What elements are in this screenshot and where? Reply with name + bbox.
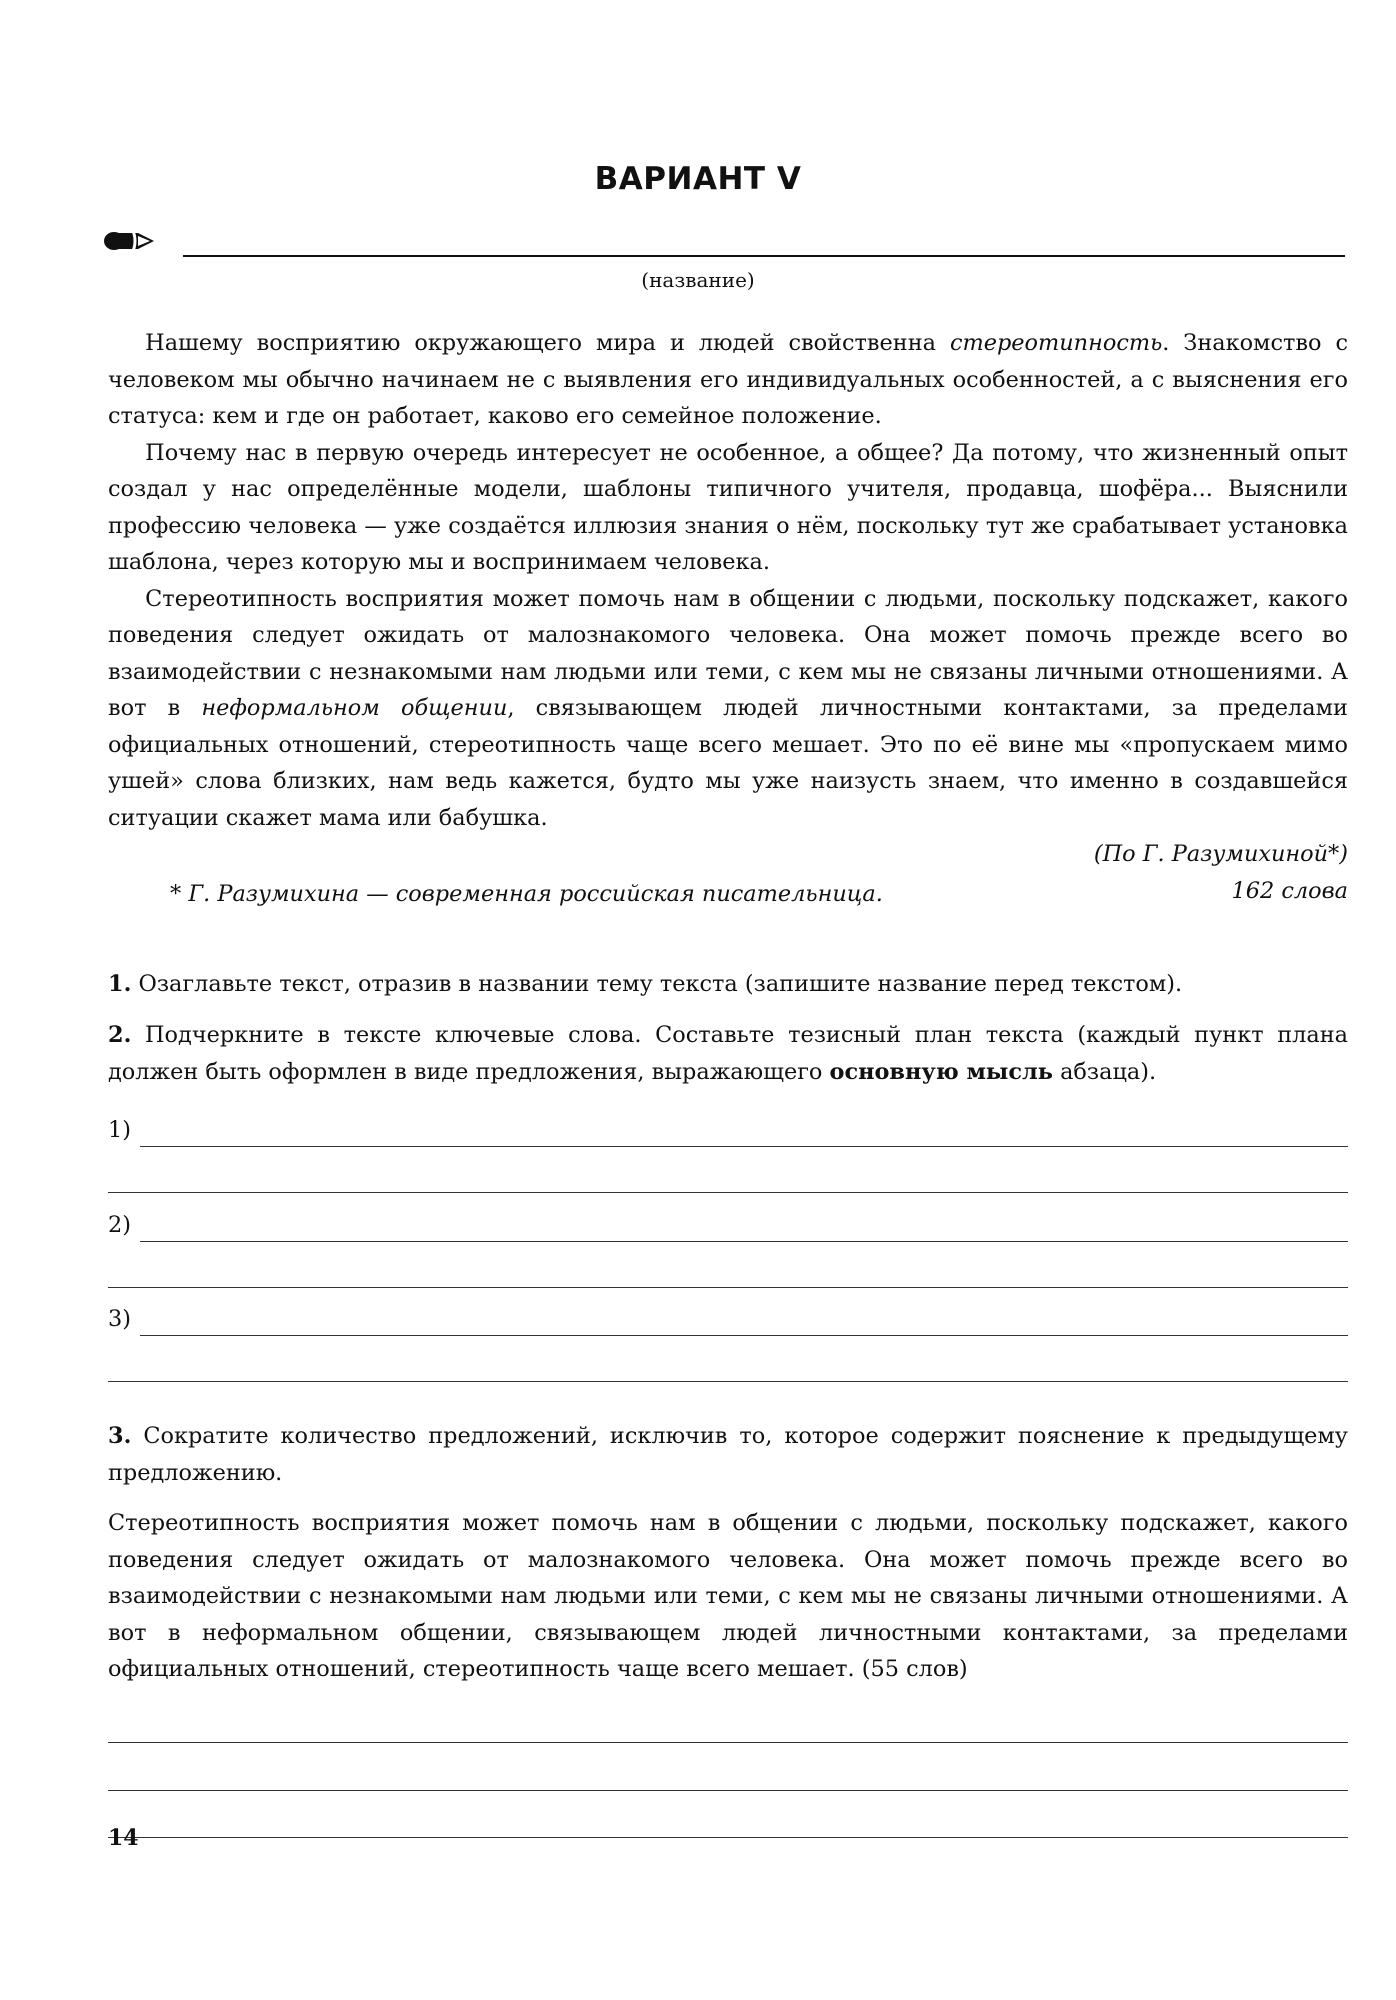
italic-term: неформальном общении	[201, 695, 508, 721]
main-text	[108, 325, 1348, 909]
answer-line[interactable]	[108, 1192, 1348, 1193]
excerpt-text: Стереотипность восприятия может помочь нам в общении с людьми, поскольку подскажет, какого поведения следует ожидать от малознакомого человека. Она может помочь прежде всего во взаимодействии с незнакомыми нам людьми или теми, с кем мы не связаны личными отношениями. А вот в неформальном общении, связывающем людей личностными контактами, за пределами официальных отношений, стереотипность чаще всего мешает. (55 слов)	[108, 1510, 1348, 1682]
plan-item-3[interactable]: 3)	[108, 1306, 1348, 1336]
author-attribution: (По Г. Разумихиной*)	[1093, 841, 1348, 867]
answer-line[interactable]	[140, 1146, 1348, 1147]
answer-line[interactable]	[108, 1837, 1348, 1838]
paragraph-2: Почему нас в первую очередь интересует не особенное, а общее? Да потому, что жизненный опыт создал у нас определённые модели, шаблоны типичного учителя, продавца, шофёра... Выяснили профессию человека — уже создаётся иллюзия знания о нём, поскольку тут же срабатывает установка шаблона, через которую мы и воспринимаем человека.	[108, 439, 1348, 575]
pen-icon	[102, 226, 162, 254]
answer-line[interactable]	[140, 1335, 1348, 1336]
answer-line[interactable]	[140, 1241, 1348, 1242]
answer-line[interactable]	[108, 1287, 1348, 1288]
paragraph-1: Нашему восприятию окружающего мира и людей свойственна стереотипность. Знакомство с человеком мы обычно начинаем не с выявления его индивидуальных особенностей, а с выяснения его статуса: кем и где он работает, каково его семейное положение.	[108, 330, 1348, 429]
bold-term: основную мысль	[829, 1058, 1053, 1085]
answer-line[interactable]	[108, 1790, 1348, 1791]
task-2: 2. Подчеркните в тексте ключевые слова. Составьте тезисный план текста (каждый пункт плана должен быть оформлен в виде предложения, выражающего основную мысль абзаца).	[108, 1022, 1348, 1085]
footnote: * Г. Разумихина — современная российская писательница.	[170, 881, 883, 907]
paragraph-3: Стереотипность восприятия может помочь нам в общении с людьми, поскольку подскажет, какого поведения следует ожидать от малознакомого человека. Она может помочь прежде всего во взаимодействии с незнакомыми нам людьми или теми, с кем мы не связаны личными отношениями. А вот в неформальном общении, связывающем людей личностными контактами, за пределами официальных отношений, стереотипность чаще всего мешает. Это по её вине мы «пропускаем мимо ушей» слова близких, нам ведь кажется, будто мы уже наизусть знаем, что именно в создавшейся ситуации скажет мама или бабушка.	[108, 585, 1348, 831]
answer-line[interactable]	[108, 1381, 1348, 1382]
title-input-line[interactable]	[183, 255, 1345, 257]
plan-item-2[interactable]: 2)	[108, 1212, 1348, 1242]
plan-item-1[interactable]: 1)	[108, 1117, 1348, 1147]
word-count: 162 слова	[1231, 877, 1348, 904]
title-caption: (название)	[641, 268, 755, 292]
italic-term: стереотипность	[949, 330, 1163, 356]
answer-line[interactable]	[108, 1742, 1348, 1743]
page-title: ВАРИАНТ V	[594, 161, 802, 197]
task-3: 3. Сократите количество предложений, исключив то, которое содержит пояснение к предыдущему предложению.	[108, 1423, 1348, 1486]
task-1: 1. Озаглавьте текст, отразив в названии тему текста (запишите название перед текстом).	[108, 971, 1183, 997]
page-number: 14	[108, 1825, 139, 1851]
